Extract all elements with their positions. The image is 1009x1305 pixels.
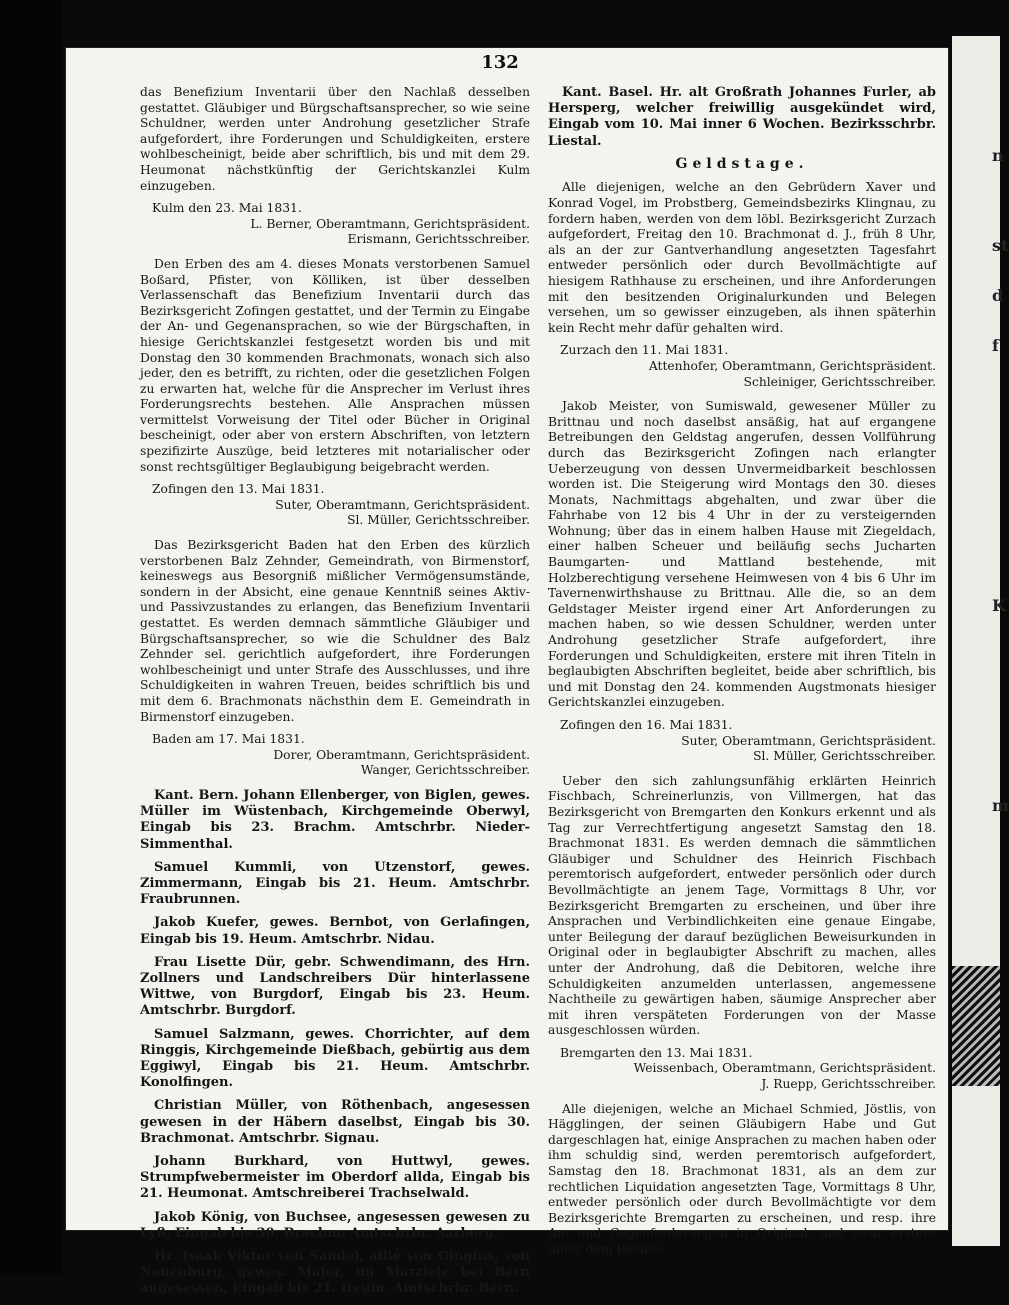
entry-bern: Johann Burkhard, von Huttwyl, gewes. Strumpfwebermeister im Oberdorf allda, Eingab bis 21. Heumonat. Amtschreiberei Trachselwald. — [140, 1154, 530, 1202]
notice-zurzach — [548, 180, 936, 390]
entry-basel: Kant. Basel. Hr. alt Großrath Johannes Furler, ab Hersperg, welcher freiwillig ausgekündet wird, Eingab vom 10. Mai inner 6 Wochen. Bezirksschrbr. Liestal. — [548, 85, 936, 149]
margin-fragment: st — [992, 236, 1009, 255]
stamp-fragment — [952, 966, 1000, 1086]
notice-place-date: Bremgarten den 13. Mai 1831. — [560, 1045, 753, 1060]
notice-place-date: Kulm den 23. Mai 1831. — [152, 201, 302, 216]
notice-text: Das Bezirksgericht Baden hat den Erben des kürzlich verstorbenen Balz Zehnder, Gemeindrath, von Birmenstorf, keineswegs aus Besorgniß mißlicher Vermögensumstände, sondern in der Absicht, eine genaue Kenntniß seines Aktiv- und Passivzustandes zu erlangen, das Benefizium Inventarii gestattet. Es werden demnach sämmtliche Gläubiger und Bürgschaftsansprecher, so wie die Schuldner des Balz Zehnder sel. gerichtlich aufgefordert, ihre Forderungen wohlbescheinigt und unter Strafe des Ausschlusses, und ihre Schuldigkeiten in wahren Treuen, beides schriftlich bis und mit dem 6. Brachmonats nächsthin dem E. Gemeindrath in Birmenstorf einzugeben. — [140, 538, 530, 724]
right-column — [548, 85, 936, 1265]
notice-place-date: Zofingen den 16. Mai 1831. — [560, 718, 733, 732]
notice-bremgarten — [548, 774, 936, 1093]
notice-baden — [140, 538, 530, 779]
notice-kulm — [140, 85, 530, 248]
notice-signature: Wanger, Gerichtsschreiber. — [360, 763, 530, 778]
notice-signature: Dorer, Oberamtmann, Gerichtspräsident. — [273, 747, 530, 762]
entry-bern: Jakob Kuefer, gewes. Bernbot, von Gerlafingen, Eingab bis 19. Heum. Amtschrbr. Nidau. — [140, 915, 530, 947]
notice-text: Alle diejenigen, welche an Michael Schmied, Jöstlis, von Hägglingen, der seinen Gläubigern Habe und Gut dargeschlagen hat, einige Ansprachen zu machen haben oder ihm schuldig sind, werden peremtorisch aufgefordert, Samstag den 18. Brachmonat 1831, als an dem zur rechtlichen Liquidation angesetzten Tage, Vormittags 8 Uhr, entweder persönlich oder durch Bevollmächtigte vor dem Bezirksgerichte Bremgarten zu erscheinen, und resp. ihre An- und Gegenforderungen in Original, und zwar erstere unter dem Rechts- — [548, 1101, 936, 1256]
margin-fragment: m — [992, 796, 1009, 815]
left-column — [140, 85, 530, 1305]
notice-signature: Erismann, Gerichtsschreiber. — [347, 232, 530, 247]
notice-signature: Attenhofer, Oberamtmann, Gerichtspräsident. — [648, 358, 936, 373]
notice-signature: Sl. Müller, Gerichtsschreiber. — [753, 749, 936, 764]
notice-text: Den Erben des am 4. dieses Monats verstorbenen Samuel Boßard, Pfister, von Kölliken, ist über desselben Verlassenschaft das Benefizium Inventarii durch das Bezirksgericht Zofingen gestattet, und der Termin zu Eingabe der An- und Gegenansprachen, so wie der Bürgschaften, in hiesige Gerichtskanzlei festgesetzt worden bis und mit Donstag den 30 kommenden Brachmonats, wonach sich also jeder, den es betrifft, zu richten, oder die gesetzlichen Folgen zu erwarten hat, welche für die Ansprecher im Verlust ihres Forderungsrechts bestehen. Alle Ansprachen müssen vermittelst Vorweisung der Titel oder Bücher in Original bescheinigt, oder aber von erstern Abschriften, von letztern spezifizirte Auszüge, beid letzteres mit notarialischer oder sonst rechtsgültiger Beglaubigung beigebracht werden. — [140, 256, 530, 474]
entry-bern: Samuel Salzmann, gewes. Chorrichter, auf dem Ringgis, Kirchgemeinde Dießbach, gebürtig aus dem Eggiwyl, Eingab bis 21. Heum. Amtschrbr. Konolfingen. — [140, 1026, 530, 1091]
notice-brittnau — [548, 399, 936, 765]
notice-signature: Suter, Oberamtmann, Gerichtspräsident. — [681, 733, 936, 748]
notice-place-date: Zurzach den 11. Mai 1831. — [560, 343, 729, 358]
entry-bern: Frau Lisette Dür, gebr. Schwendimann, des Hrn. Zollners und Landschreibers Dür hinterlassene Wittwe, von Burgdorf, Eingab bis 23. Heum. Amtschrbr. Burgdorf. — [140, 954, 530, 1019]
margin-fragment: n — [992, 146, 1004, 165]
scan-border — [0, 0, 62, 1275]
notice-text: Alle diejenigen, welche an den Gebrüdern Xaver und Konrad Vogel, im Probstberg, Gemeindsbezirks Klingnau, zu fordern haben, werden von dem löbl. Bezirksgericht Zurzach aufgefordert, Freitag den 10. Brachmonat d. J., früh 8 Uhr, als an der zur Gantverhandlung angesetzten Tagesfahrt entweder persönlich oder durch Bevollmächtigte auf hiesigem Rathhause zu erscheinen, und ihre Anforderungen mit den besitzenden Originalurkunden und Belegen versehen, um so gewisser einzugeben, als ihnen späterhin kein Recht mehr dafür gehalten wird. — [548, 180, 936, 335]
notice-signature: Weissenbach, Oberamtmann, Gerichtspräsident. — [633, 1061, 936, 1076]
margin-fragment: d — [992, 286, 1004, 305]
notice-signature: Schleiniger, Gerichtsschreiber. — [743, 374, 936, 389]
notice-text: Jakob Meister, von Sumiswald, gewesener Müller zu Brittnau und noch daselbst ansäßig, hat auf ergangene Betreibungen den Geldstag angerufen, dessen Vollführung durch das Bezirksgericht Zofingen nach erlangter Ueberzeugung von dessen Unvermeidbarkeit beschlossen worden ist. Die Steigerung wird Montags den 30. dieses Monats, Nachmittags abgehalten, und zwar über die Fahrhabe von 12 bis 4 Uhr in der zu versteigernden Wohnung; über das in einem halben Hause mit Ziegeldach, einer halben Scheuer und beiläufig sechs Jucharten Baumgarten- und Mattland bestehende, mit Holzberechtigung versehene Heimwesen von 4 bis 6 Uhr im Tavernenwirthshause zu Brittnau. Alle die, so an dem Geldstager Meister irgend einer Art Anforderungen zu machen haben, so wie dessen Schuldner, werden unter Androhung gesetzlicher Strafe aufgefordert, ihre Forderungen und Schuldigkeiten, erstere mit ihren Titeln in beglaubigten Abschriften begleitet, beide aber schriftlich, bis und mit Donstag den 24. kommenden Augstmonats hiesiger Gerichtskanzlei einzugeben. — [548, 399, 936, 710]
notice-text: Ueber den sich zahlungsunfähig erklärten Heinrich Fischbach, Schreinerlunzis, von Villmergen, hat das Bezirksgericht von Bremgarten den Konkurs erkennt und als Tag zur Verrechtfertigung angesetzt Samstag den 18. Brachmonat 1831. Es werden demnach die sämmtlichen Gläubiger und Schuldner des Heinrich Fischbach peremtorisch aufgefordert, entweder persönlich oder durch Bevollmächtigte an jenem Tage, Vormittags 8 Uhr, vor Bezirksgericht Bremgarten zu erscheinen, und über ihre Ansprachen und Verbindlichkeiten eine genaue Eingabe, unter Beilegung der darauf bezüglichen Beweisurkunden in Original oder in beglaubigter Abschrift zu machen, alles unter der Androhung, daß die Debitoren, welche ihre Schuldigkeiten anzumelden unterlassen, angemessene Nachtheile zu gewärtigen haben, säumige Ansprecher aber mit ihren verspäteten Forderungen von der Masse ausgeschlossen würden. — [548, 773, 936, 1038]
notice-signature: L. Berner, Oberamtmann, Gerichtspräsident. — [250, 216, 530, 231]
entry-bern: Kant. Bern. Johann Ellenberger, von Biglen, gewes. Müller im Wüstenbach, Kirchgemeinde Oberwyl, Eingab bis 23. Brachm. Amtschrbr. Nieder-Simmenthal. — [140, 787, 530, 852]
page-number: 132 — [481, 52, 519, 73]
entry-bern: Hr. Isaak Viktor von Sandol, allié von Gingins, von Neuenburg, gewes. Major, im Marziele bei Bern angesessen, Eingab bis 21. Heum. Amtschrbr. Bern. — [140, 1249, 530, 1297]
notice-signature: J. Ruepp, Gerichtsschreiber. — [761, 1077, 936, 1092]
entry-bern: Christian Müller, von Röthenbach, angesessen gewesen in der Häbern daselbst, Eingab bis 30. Brachmonat. Amtschrbr. Signau. — [140, 1098, 530, 1146]
entry-bern: Jakob König, von Buchsee, angesessen gewesen zu Lyß, Eingab bis 30. Brachm. Amtschrbr. Aarberg. — [140, 1209, 530, 1241]
section-heading: Geldstage. — [675, 155, 809, 172]
adjacent-page-strip — [952, 36, 1009, 1246]
notice-signature: Suter, Oberamtmann, Gerichtspräsident. — [275, 497, 530, 512]
notice-place-date: Baden am 17. Mai 1831. — [152, 732, 305, 747]
notice-text: das Benefizium Inventarii über den Nachlaß desselben gestattet. Gläubiger und Bürgschaftsansprecher, so wie seine Schuldner, werden unter Androhung gesetzlicher Strafe aufgefordert, ihre Forderungen und Schuldigkeiten, erstere wohlbescheinigt, beide aber schriftlich, bis und mit dem 29. Heumonat nächstkünftig der Gerichtskanzlei Kulm einzugeben. — [140, 85, 530, 193]
notice-place-date: Zofingen den 13. Mai 1831. — [152, 482, 325, 497]
entry-bern: Samuel Kummli, von Utzenstorf, gewes. Zimmermann, Eingab bis 21. Heum. Amtschrbr. Fraubrunnen. — [140, 859, 530, 908]
notice-zofingen — [140, 257, 530, 529]
margin-fragment: f — [992, 336, 999, 355]
notice-signature: Sl. Müller, Gerichtsschreiber. — [347, 513, 530, 528]
margin-fragment: K — [992, 596, 1006, 615]
